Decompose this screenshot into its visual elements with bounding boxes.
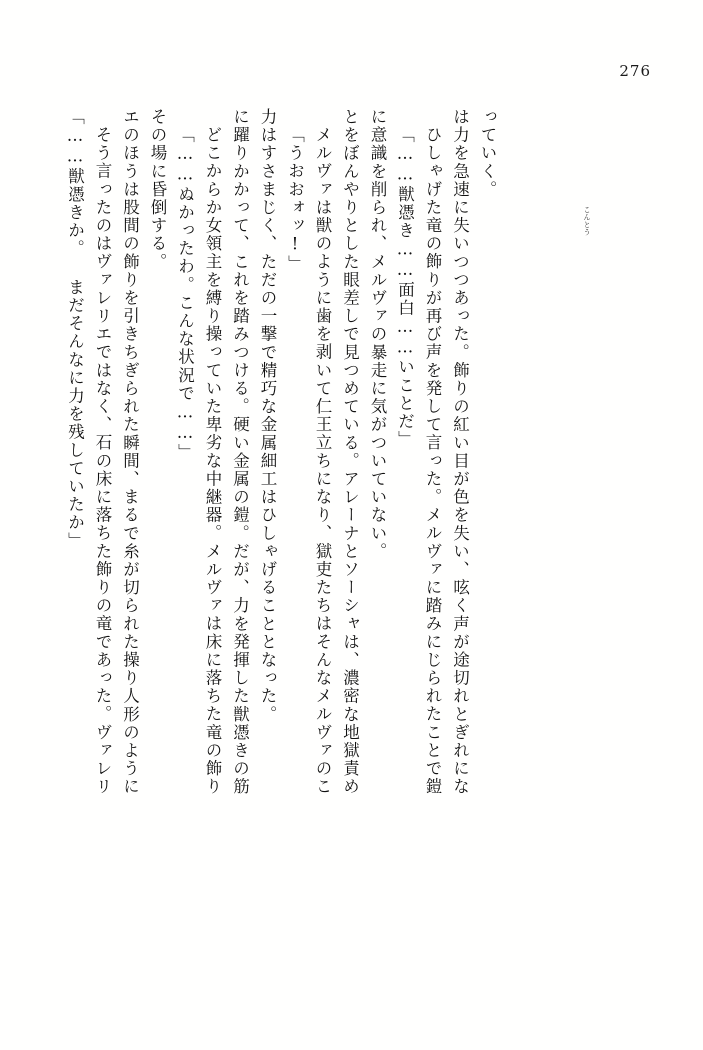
text-column: に躍りかかって、これを踏みつける。硬い金属の鎧。だが、力を発揮した獣憑きの筋 bbox=[230, 108, 250, 796]
text-column: 「……獣憑き……面白……いことだ」 bbox=[395, 126, 415, 449]
text-column: 「……ぬかったわ。こんな状況で……」 bbox=[175, 126, 195, 462]
text-column: 「……獣憑きか。 まだそんなに力を残していたか」 bbox=[65, 108, 85, 550]
text-column: そう言ったのはヴァレリエではなく、石の床に落ちた飾りの竜であった。ヴァレリ bbox=[93, 126, 112, 796]
text-column: メルヴァは獣のように歯を剥いて仁王立ちになり、獄吏たちはそんなメルヴァのこ bbox=[313, 126, 332, 796]
text-column: 力はすさまじく、ただの一撃で精巧な金属細工はひしゃげることとなった。 bbox=[258, 108, 277, 724]
body-text-block bbox=[55, 108, 655, 988]
text-column: っていく。 bbox=[478, 108, 497, 199]
text-column: どこからか女領主を縛り操っていた卑劣な中継器。メルヴァは床に落ちた竜の飾り bbox=[203, 126, 222, 796]
text-column: に意識を削られ、メルヴァの暴走に気がついていない。 bbox=[368, 108, 387, 561]
page-number: 276 bbox=[619, 62, 651, 80]
text-column: エのほうは股間の飾りを引きちぎられた瞬間、まるで糸が切られた操り人形のように bbox=[120, 108, 140, 796]
text-column: ひしゃげた竜の飾りが再び声を発して言った。メルヴァに踏みにじられたことで鎧 bbox=[423, 126, 442, 796]
text-column: は力を急速に失いつつあった。飾りの紅い目が色を失い、呟く声が途切れとぎれにな bbox=[450, 108, 470, 796]
text-column: 「うおおォッ!」 bbox=[285, 126, 305, 274]
text-column: その場に昏倒する。 bbox=[148, 108, 167, 271]
text-column: とをぼんやりとした眼差しで見つめている。アレーナとソーシャは、濃密な地獄責め bbox=[340, 108, 360, 796]
ruby-annotation: こんとう bbox=[583, 206, 591, 236]
